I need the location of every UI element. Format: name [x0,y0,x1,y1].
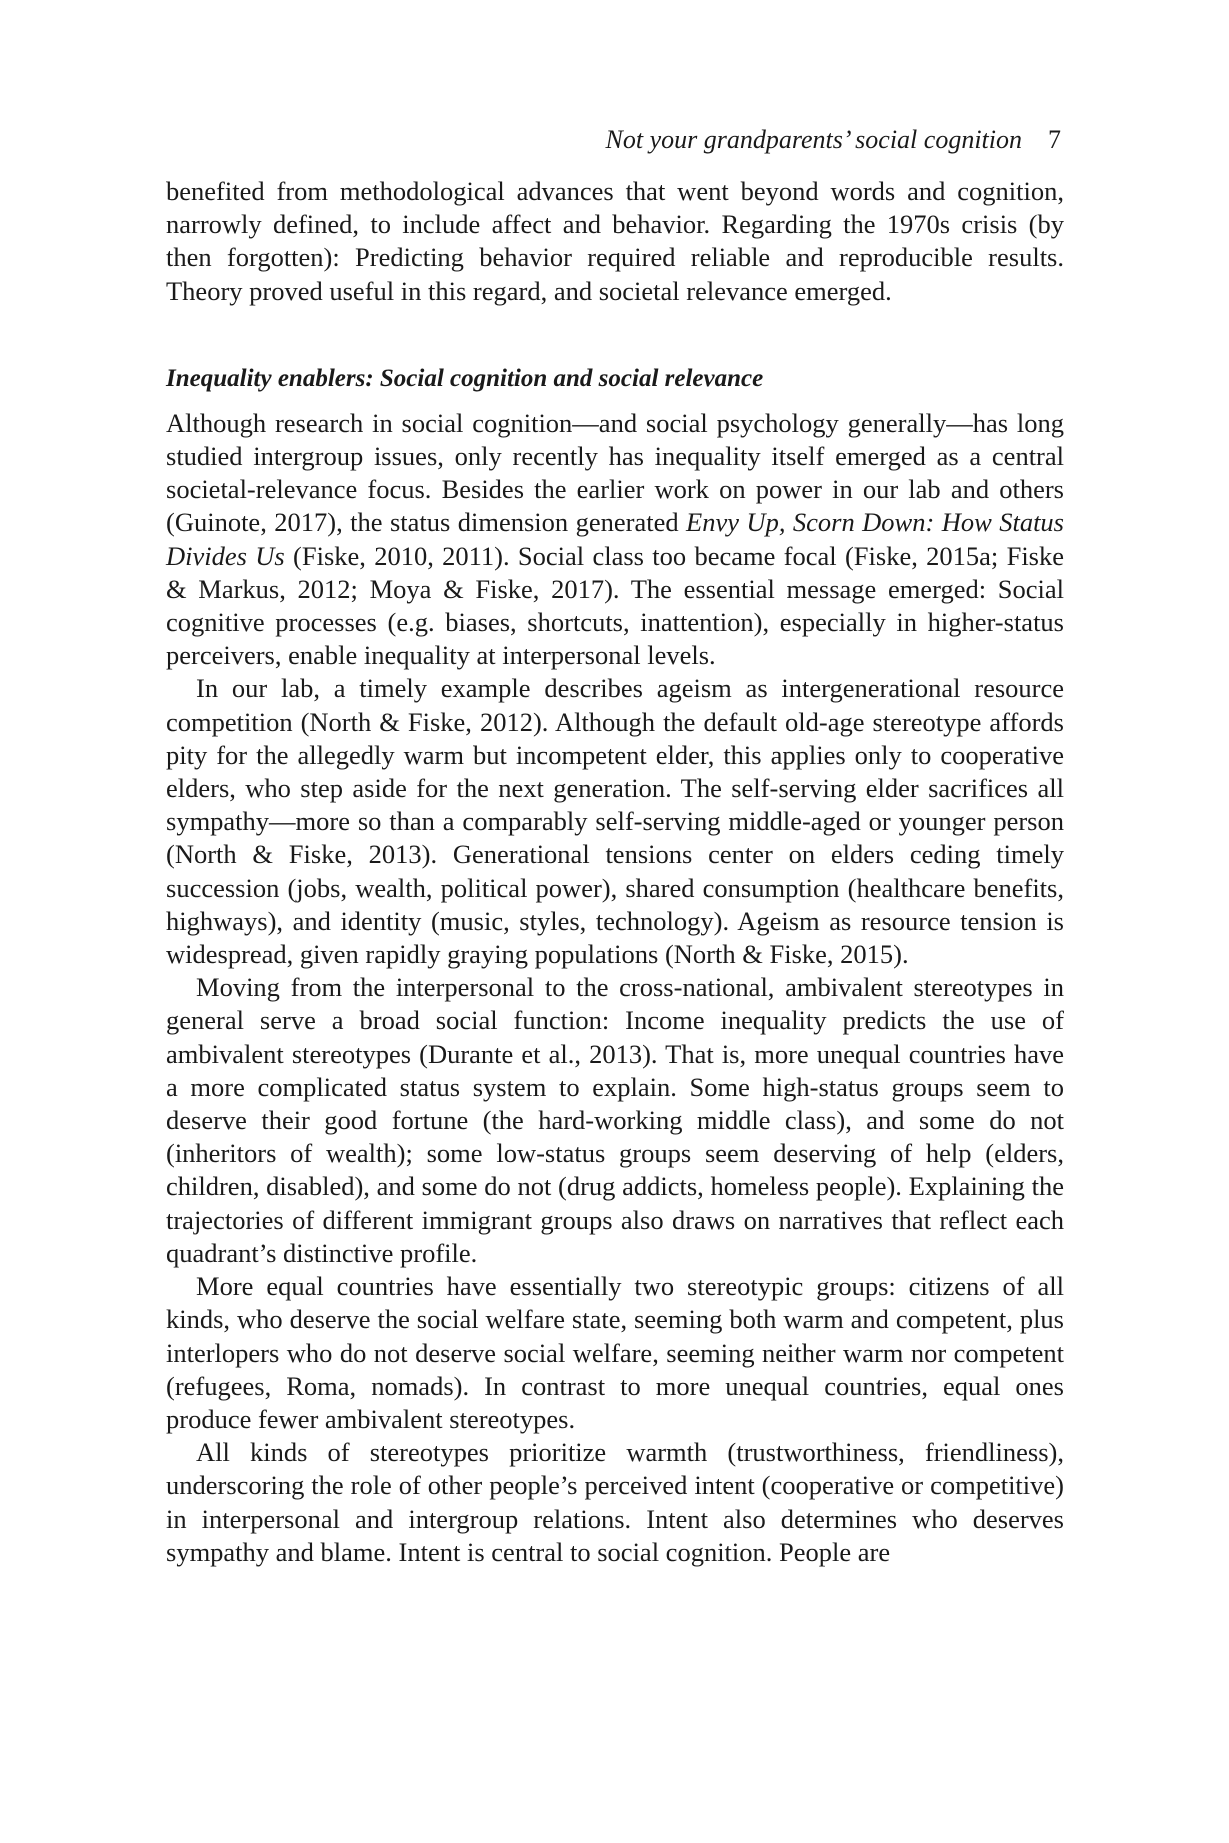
section-heading: Inequality enablers: Social cognition and social relevance [166,364,764,392]
opening-paragraph: benefited from methodological advances that went beyond words and cognition, narrowly defined, to include affect and behavior. Regarding the 1970s crisis (by then forgotten): Predicting behavior required reliable and reproducible results. Theory proved useful in this regard, and societal relevance emerged. [166,176,1064,306]
book-title-italic: Envy Up, Scorn Down: How Status Divides Us [166,507,1064,571]
running-head-title: Not your grandparents’ social cognition [605,125,1022,154]
paragraph-1-text-b: (Fiske, 2010, 2011). Social class too became focal (Fiske, 2015a; Fiske & Markus, 2012; Moya & Fiske, 2017). The essential message emerged: Social cognitive processes (e.g. biases, shortcuts, inattention), especially in higher-status perceivers, enable inequality at interpersonal levels. [166,540,1065,671]
paragraph-2: In our lab, a timely example describes ageism as intergenerational resource competition (North & Fiske, 2012). Although the default old-age stereotype affords pity for the allegedly warm but incompetent elder, this applies only to cooperative elders, who step aside for the next generation. The self-serving elder sacrifices all sympathy—more so than a comparably self-serving middle-aged or younger person (North & Fiske, 2013). Generational tensions center on elders ceding timely succession (jobs, wealth, political power), shared consumption (healthcare benefits, highways), and identity (music, styles, technology). Ageism as resource tension is widespread, given rapidly graying populations (North & Fiske, 2015). [166,673,1064,970]
running-head [606,124,1061,156]
body-text [166,175,1064,1569]
paragraph-1 [166,407,1064,673]
paragraph-5: All kinds of stereotypes prioritize warmth (trustworthiness, friendliness), underscoring the role of other people’s perceived intent (cooperative or competitive) in interpersonal and intergroup relations. Intent also determines who deserves sympathy and blame. Intent is central to social cognition. People are [166,1437,1064,1567]
page-number: 7 [1048,125,1061,154]
paragraph-4: More equal countries have essentially two stereotypic groups: citizens of all kinds, who deserve the social welfare state, seeming both warm and competent, plus interlopers who do not deserve social welfare, seeming neither warm nor competent (refugees, Roma, nomads). In contrast to more unequal countries, equal ones produce fewer ambivalent stereotypes. [166,1271,1064,1434]
paragraph-3: Moving from the interpersonal to the cross-national, ambivalent stereotypes in general serve a broad social function: Income inequality predicts the use of ambivalent stereotypes (Durante et al., 2013). That is, more unequal countries have a more complicated status system to explain. Some high-status groups seem to deserve their good fortune (the hard-working middle class), and some do not (inheritors of wealth); some low-status groups seem deserving of help (elders, children, disabled), and some do not (drug addicts, homeless people). Explaining the trajectories of different immigrant groups also draws on narratives that reflect each quadrant’s distinctive profile. [166,972,1064,1268]
paragraph-1-text-a: Although research in social cognition—and social psychology generally—has long studied intergroup issues, only recently has inequality itself emerged as a central societal-relevance focus. Besides the earlier work on power in our lab and others (Guinote, 2017), the status dimension generated [166,407,1064,538]
